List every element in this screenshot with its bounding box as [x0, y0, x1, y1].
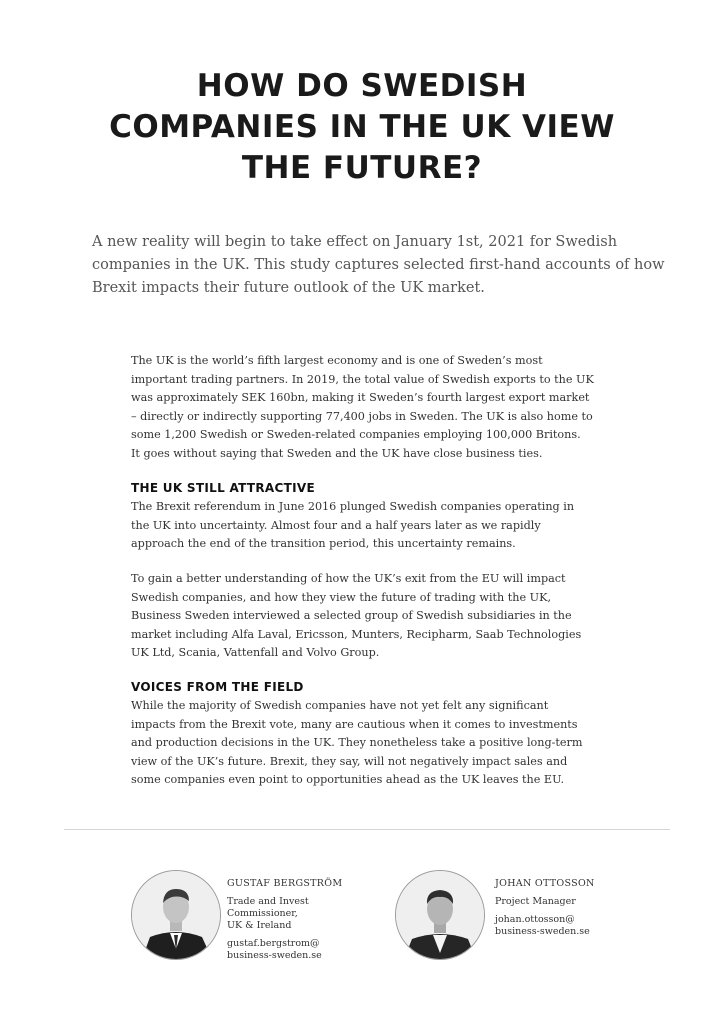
- lead-line: companies in the UK. This study captures selected first-hand accounts of how: [92, 257, 665, 273]
- text-line: approach the end of the transition period, this uncertainty remains.: [131, 537, 516, 550]
- section-heading-voices-from-the-field: VOICES FROM THE FIELD: [131, 680, 304, 694]
- text-line: view of the UK’s future. Brexit, they say, will not negatively impact sales and: [131, 754, 568, 768]
- email-line[interactable]: business-sweden.se: [495, 926, 590, 937]
- role-line: Trade and Invest: [227, 896, 309, 907]
- role-line: UK & Ireland: [227, 920, 292, 931]
- email-line[interactable]: johan.ottosson@: [495, 914, 575, 925]
- text-line: the UK into uncertainty. Almost four and a half years later as we rapidly: [131, 518, 541, 532]
- contact-email[interactable]: [227, 938, 342, 962]
- text-line: important trading partners. In 2019, the total value of Swedish exports to the UK: [131, 372, 594, 386]
- text-line: It goes without saying that Sweden and the UK have close business ties.: [131, 446, 543, 460]
- text-line: Swedish companies, and how they view the future of trading with the UK,: [131, 590, 552, 604]
- lead-line: A new reality will begin to take effect on January 1st, 2021 for Swedish: [92, 234, 618, 250]
- contact-role: [495, 896, 595, 908]
- text-line: To gain a better understanding of how the UK’s exit from the EU will impact: [131, 572, 566, 585]
- lead-line: Brexit impacts their future outlook of the UK market.: [92, 280, 485, 296]
- text-line: some 1,200 Swedish or Sweden-related companies employing 100,000 Britons.: [131, 428, 581, 441]
- section-heading-uk-still-attractive: THE UK STILL ATTRACTIVE: [131, 481, 315, 495]
- text-line: Business Sweden interviewed a selected group of Swedish subsidiaries in the: [131, 609, 572, 622]
- section1-paragraph-1: [131, 498, 601, 554]
- title-line: COMPANIES IN THE UK VIEW: [109, 109, 615, 145]
- title-line: HOW DO SWEDISH: [196, 68, 528, 104]
- role-line: Project Manager: [495, 896, 576, 907]
- email-line[interactable]: gustaf.bergstrom@: [227, 938, 320, 949]
- section2-paragraph-1: [131, 697, 601, 790]
- contact-card-johan: [495, 878, 595, 944]
- divider: [64, 829, 670, 830]
- contact-role: [227, 896, 342, 932]
- text-line: While the majority of Swedish companies have not yet felt any significant: [131, 699, 549, 712]
- page-title: [0, 66, 724, 189]
- avatar-gustaf-bergstrom: [131, 870, 221, 960]
- contact-email[interactable]: [495, 914, 595, 938]
- portrait-photo: [396, 871, 484, 959]
- section1-paragraph-2: [131, 570, 601, 663]
- lead-paragraph: [92, 231, 667, 300]
- text-line: impacts from the Brexit vote, many are cautious when it comes to investments: [131, 717, 578, 731]
- text-line: was approximately SEK 160bn, making it Sweden’s fourth largest export market: [131, 391, 590, 404]
- text-line: The Brexit referendum in June 2016 plunged Swedish companies operating in: [131, 500, 575, 513]
- contact-name: GUSTAF BERGSTRÖM: [227, 878, 343, 889]
- email-line[interactable]: business-sweden.se: [227, 950, 322, 961]
- text-line: and production decisions in the UK. They nonetheless take a positive long-term: [131, 736, 583, 749]
- title-line: THE FUTURE?: [241, 150, 483, 186]
- intro-paragraph: [131, 352, 601, 463]
- text-line: UK Ltd, Scania, Vattenfall and Volvo Group.: [131, 646, 380, 659]
- text-line: some companies even point to opportunities ahead as the UK leaves the EU.: [131, 773, 565, 786]
- contact-card-gustaf: [227, 878, 342, 968]
- text-line: The UK is the world’s fifth largest economy and is one of Sweden’s most: [131, 354, 543, 367]
- avatar-johan-ottosson: [395, 870, 485, 960]
- portrait-photo: [132, 871, 220, 959]
- role-line: Commissioner,: [227, 908, 298, 919]
- text-line: – directly or indirectly supporting 77,400 jobs in Sweden. The UK is also home to: [131, 409, 593, 423]
- text-line: market including Alfa Laval, Ericsson, Munters, Recipharm, Saab Technologies: [131, 627, 582, 641]
- contact-name: JOHAN OTTOSSON: [495, 878, 595, 889]
